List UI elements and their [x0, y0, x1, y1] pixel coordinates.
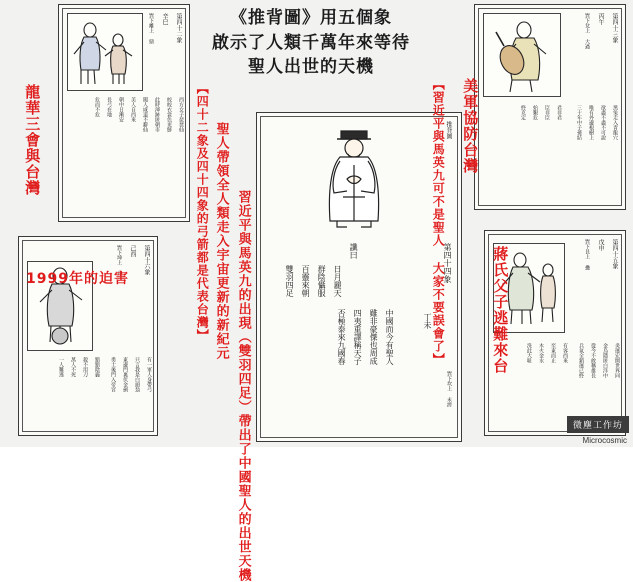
panel-45-gua: 巽下艮上 蠱 [584, 239, 590, 270]
panel-42-chen-4: 危而不危 [94, 97, 100, 117]
panel-46-chen-3: 萬人不死 [70, 357, 76, 377]
panel-45-chen-1: 有客西來 [562, 343, 568, 363]
panel-44-illustration [307, 121, 403, 237]
panel-43-song-3: 唯有外邊根樹上 [588, 105, 594, 140]
panel-45-song-3: 從今不敢稱雄長 [590, 343, 596, 378]
panel-45-chen-3: 木火金水 [538, 343, 544, 363]
panel-46-title: 第四十六象 [143, 245, 150, 275]
annotation-left-bottom: 1999年的迫害 [26, 271, 129, 287]
title-line-2: 啟示了人類千萬年來等待 [212, 32, 410, 53]
panel-45-song-4: 兵氣全銷運已終 [578, 343, 584, 378]
panel-45-song-2: 金烏隱匿白洋中 [602, 343, 608, 378]
panel-43-song-4: 三十年中子孫結 [576, 105, 582, 140]
panel-44-song-1: 中國而今有聖人 [385, 309, 395, 365]
panel-45-title: 第四十五象 [611, 239, 618, 269]
panel-44-chen-3: 百靈來朝 [301, 265, 311, 297]
annotation-center-red-block: 聖人帶領全人類走入宇宙更新的新紀元 [213, 122, 229, 360]
panel-46-gua: 巽下坤上 升 [116, 245, 122, 276]
panel-46-song-2: 只言我是白頭翁 [134, 357, 140, 392]
panel-46-chen-2: 殺不用刀 [82, 357, 88, 377]
panel-43-chen-2: 臣非臣 [544, 105, 550, 120]
panel-42-chen-2: 朝中日漸安 [118, 97, 124, 122]
panel-44-chen-4: 雙羽四足 [285, 265, 295, 297]
panel-44-chen-2: 群陰懾服 [317, 265, 327, 297]
panel-45-ganzhi: 戊申 [597, 239, 604, 251]
panel-hexagram-42 [58, 4, 190, 222]
panel-43-illustration [483, 13, 561, 97]
panel-42-chen-1: 美人自西來 [130, 97, 136, 122]
annotation-left-bracket: 【四十二象及四十四象的弓箭都是代表台灣】 [195, 82, 210, 342]
panel-43-gua: 巽下兌上 大過 [584, 13, 590, 49]
panel-46-ganzhi: 己酉 [129, 245, 136, 257]
panel-44-ganzhi: 丁未 [423, 313, 432, 329]
panel-46-song-3: 東邊門裏伏金劍 [122, 357, 128, 392]
watermark-studio: 微塵工作坊 [567, 416, 629, 433]
panel-43-chen-1: 君非君 [556, 105, 562, 120]
annotation-right-bottom: 蔣氏父子逃難來台 [491, 246, 510, 374]
annotation-right-bracket: 【習近平與馬英九可不是聖人 大家不要誤會了】 [431, 78, 446, 366]
panel-46-song-4: 勇士後門入帝宮 [110, 357, 116, 392]
panel-44-song-3: 四夷重譯稱天子 [353, 309, 363, 365]
credit-text: Microcosmic [582, 436, 627, 445]
panel-44-label-tuibeitu: 推背圖 [445, 121, 452, 139]
title-line-1: 《推背圖》用五個象 [230, 8, 392, 28]
panel-45-chen-2: 至東而止 [550, 343, 556, 363]
panel-42-song-2: 皎皎衣裳色更鮮 [166, 97, 172, 132]
annotation-center-left-red: 習近平與馬英九的出現（雙羽四足）帶出了中國聖人的出世天機 [235, 190, 251, 582]
panel-44-chen-1: 日月麗天 [333, 265, 343, 297]
panel-hexagram-46 [18, 236, 158, 436]
panel-43-chen-3: 始艱危 [532, 105, 538, 120]
panel-44-title: 第四十四象 [443, 243, 452, 283]
panel-42-chen-3: 長弓在地 [106, 97, 112, 117]
panel-43-ganzhi: 丙午 [597, 13, 604, 25]
panel-43-title: 第四十三象 [611, 13, 618, 43]
panel-44-gua: 巽下坎上 未濟 [446, 371, 452, 407]
panel-46-chen-4: 一人難逃 [58, 357, 64, 377]
panel-42-gua: 巽下離上 鼎 [148, 13, 154, 44]
panel-hexagram-43 [474, 4, 626, 210]
annotation-right-top: 美軍協防台灣 [461, 78, 480, 174]
panel-44-song-2: 雖非豪傑也周成 [369, 309, 379, 365]
panel-43-song-2: 欲盡不盡不可說 [600, 105, 606, 140]
annotation-left-top: 龍華三會與台灣 [23, 84, 42, 196]
panel-42-illustration [67, 13, 143, 91]
panel-42-song-1: 西方女子琵琶仙 [178, 97, 184, 132]
panel-44-song-4: 否極泰來九國春 [337, 309, 347, 365]
panel-44-chen-heading: 讖曰 [349, 243, 359, 259]
panel-43-chen-4: 終克定 [520, 105, 526, 120]
panel-42-song-3: 此時渾跡匿朝市 [154, 97, 160, 132]
panel-42-song-4: 闖人咸道不辭仙 [142, 97, 148, 132]
panel-42-title: 第四十二象 [175, 13, 182, 43]
panel-46-chen-1: 黯黯陰霾 [94, 357, 100, 377]
panel-46-song-1: 有一軍人身帶弓 [146, 357, 152, 392]
panel-45-chen-4: 洗此大耻 [526, 343, 532, 363]
page-title [176, 6, 446, 80]
panel-43-song-1: 黑兔走入青龍穴 [612, 105, 618, 140]
title-line-3: 聖人出世的天機 [248, 57, 374, 78]
panel-42-ganzhi: 辛巳 [161, 13, 168, 25]
panel-45-song-1: 炎運宏開世界同 [614, 343, 620, 378]
